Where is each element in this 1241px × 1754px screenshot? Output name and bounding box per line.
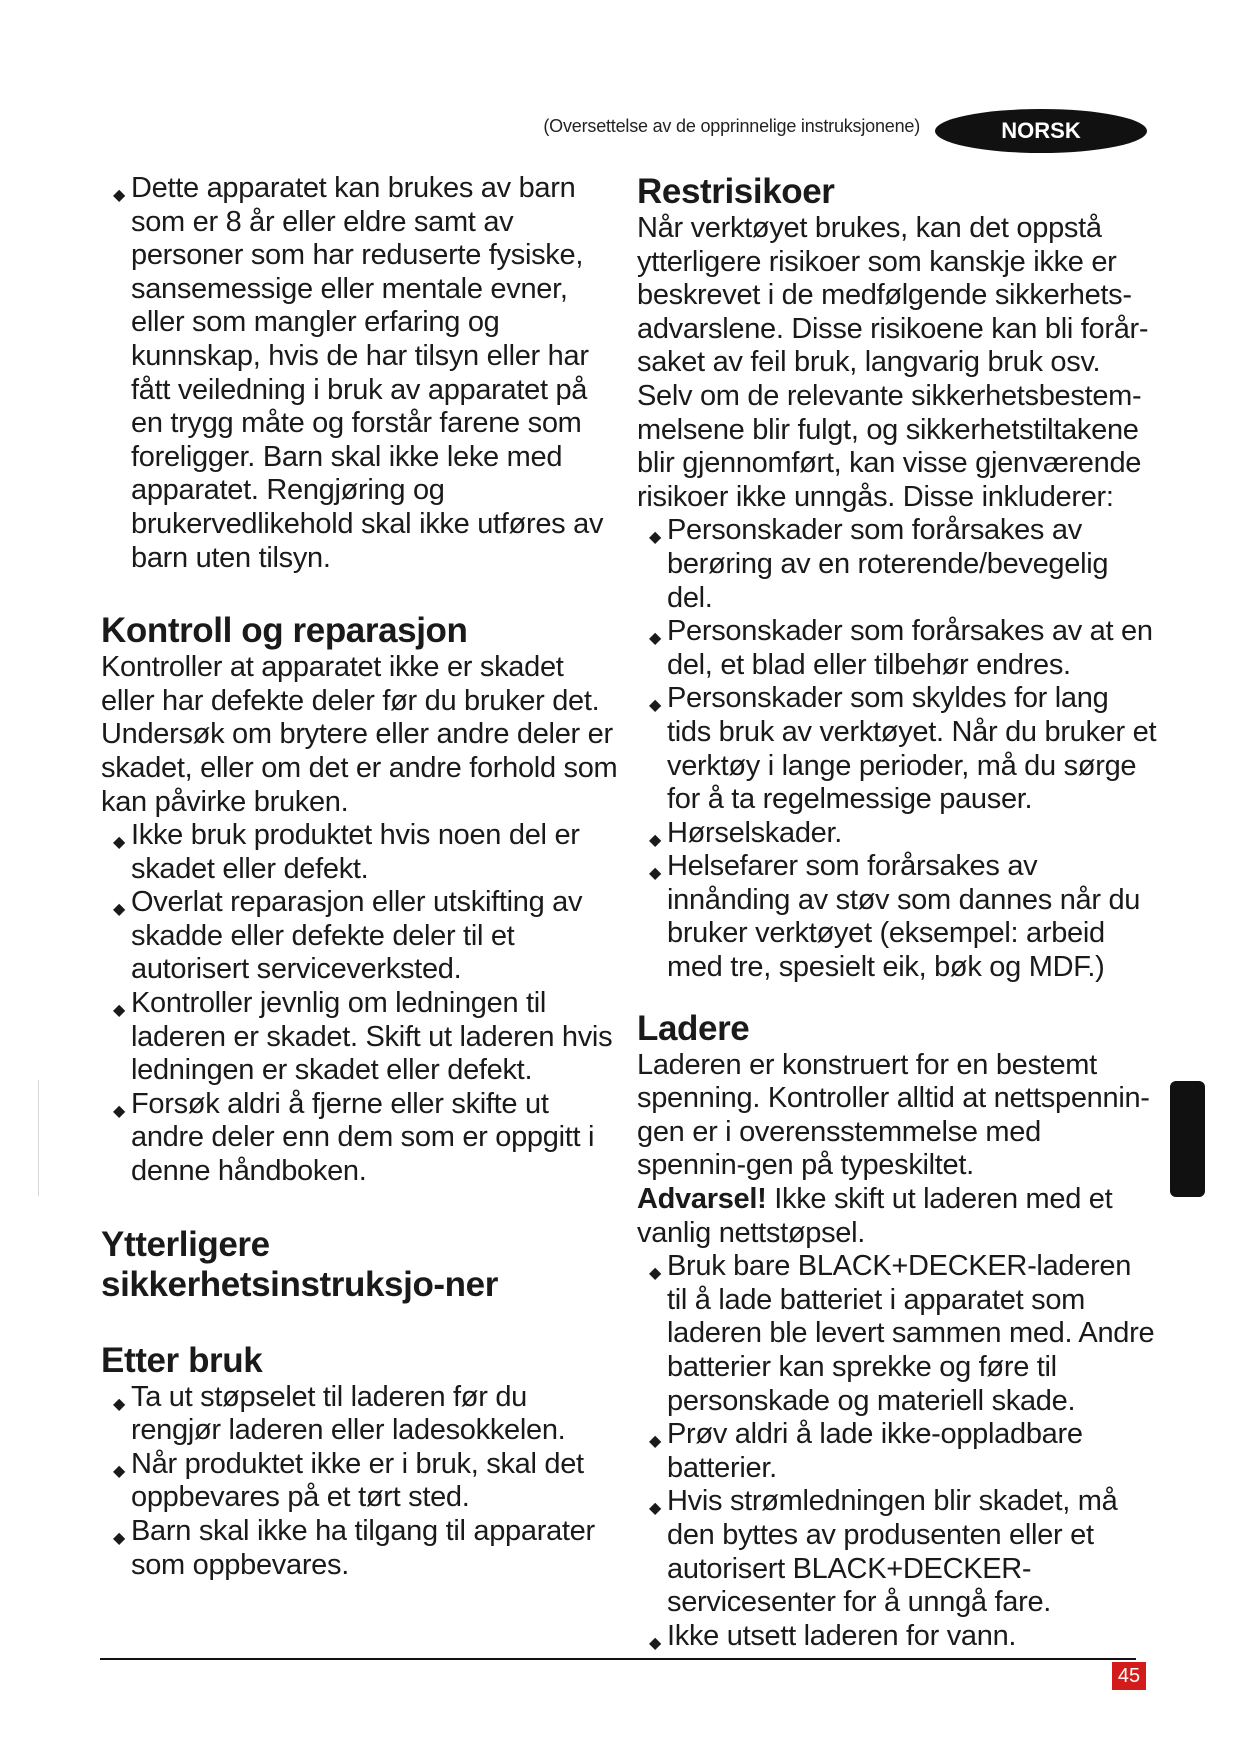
heading-etter-bruk: Etter bruk xyxy=(101,1340,263,1380)
list-item: ◆ Barn skal ikke ha tilgang til apparater som oppbevares. xyxy=(113,1515,595,1581)
right-column xyxy=(637,172,1157,1653)
list-item: ◆ Helsefarer som forårsakes av innånding av støv som dannes når du bruker verktøyet (eksempel: arbeid med tre, spesielt eik, bøk og MDF.) xyxy=(649,850,1141,984)
heading-ytterligere: Ytterligere sikkerhetsinstruksjo-ner xyxy=(101,1224,498,1304)
diamond-bullet-icon: ◆ xyxy=(113,1530,126,1547)
language-badge: NORSK xyxy=(935,109,1147,153)
heading-kontroll: Kontroll og reparasjon xyxy=(101,611,468,651)
diamond-bullet-icon: ◆ xyxy=(649,1265,662,1283)
kontroll-list xyxy=(101,819,621,1189)
diamond-bullet-icon: ◆ xyxy=(113,1102,126,1120)
diamond-bullet-icon: ◆ xyxy=(113,1462,126,1480)
left-column xyxy=(101,172,621,1582)
ladere-paragraph: Laderen er konstruert for en bestemt spenning. Kontroller alltid at nettspennin-gen er i overensstemmelse med spennin-gen på typeskiltet. xyxy=(637,1048,1150,1182)
list-item: ◆ Når produktet ikke er i bruk, skal det oppbevares på et tørt sted. xyxy=(113,1447,584,1514)
diamond-bullet-icon: ◆ xyxy=(649,630,662,648)
header-translation-note: (Oversettelse av de opprinnelige instruksjonene) xyxy=(543,116,920,136)
list-item: ◆ Personskader som forårsakes av at en del, et blad eller tilbehør endres. xyxy=(649,615,1153,681)
diamond-bullet-icon: ◆ xyxy=(113,1395,126,1413)
heading-restrisikoer: Restrisikoer xyxy=(637,172,835,211)
ladere-warning xyxy=(637,1183,1157,1250)
list-item: ◆ Hvis strømledningen blir skadet, må den byttes av produsenten eller et autorisert BLACK+DECKER-servicesenter for å unngå fare. xyxy=(649,1485,1118,1619)
intro-bullet: ◆ Dette apparatet kan brukes av barn som er 8 år eller eldre samt av personer som har reduserte fysiske, sansemessige eller mentale evner, eller som mangler erfaring og kunnskap, hvis de har tilsyn eller har fått veiledning i bruk av apparatet på en trygg måte og forstår farene som foreligger. Barn skal ikke leke med apparatet. Rengjøring og brukervedlikehold skal ikke utføres av barn uten tilsyn. xyxy=(113,172,604,574)
section-side-tab xyxy=(1170,1081,1205,1197)
diamond-bullet-icon: ◆ xyxy=(113,834,126,852)
etter-bruk-list xyxy=(101,1381,621,1583)
intro-list xyxy=(101,172,621,575)
list-item: ◆ Overlat reparasjon eller utskifting av skadde eller defekte deler til et autorisert serviceverksted. xyxy=(113,886,583,986)
diamond-bullet-icon: ◆ xyxy=(113,187,126,204)
margin-guide-line xyxy=(38,1080,39,1196)
list-item: ◆ Ta ut støpselet til laderen før du rengjør laderen eller ladesokkelen. xyxy=(113,1380,566,1447)
list-item: ◆ Personskader som forårsakes av berøring av en roterende/bevegelig del. xyxy=(649,514,1109,614)
kontroll-paragraph: Kontroller at apparatet ikke er skadet eller har defekte deler før du bruker det. Undersøk om brytere eller andre deler er skadet, eller om det er andre forhold som kan påvirke bruken. xyxy=(101,651,618,818)
list-item: ◆ Bruk bare BLACK+DECKER-laderen til å lade batteriet i apparatet som laderen ble levert sammen med. Andre batterier kan sprekke og føre til personskade og materiell skade. xyxy=(649,1250,1155,1417)
diamond-bullet-icon: ◆ xyxy=(649,1634,662,1652)
list-item: ◆ Prøv aldri å lade ikke-oppladbare batterier. xyxy=(649,1418,1083,1484)
diamond-bullet-icon: ◆ xyxy=(649,1500,662,1518)
list-item: ◆ Ikke bruk produktet hvis noen del er skadet eller defekt. xyxy=(113,819,580,885)
list-item: ◆ Hørselskader. xyxy=(637,817,1157,851)
diamond-bullet-icon: ◆ xyxy=(113,901,126,919)
footer-rule xyxy=(100,1658,1136,1660)
diamond-bullet-icon: ◆ xyxy=(113,1002,126,1020)
list-item: ◆ Kontroller jevnlig om ledningen til laderen er skadet. Skift ut laderen hvis ledningen er skadet eller defekt. xyxy=(113,987,613,1087)
list-item: ◆ Personskader som skyldes for lang tids bruk av verktøyet. Når du bruker et verktøy i lange perioder, må du sørge for å ta regelmessige pauser. xyxy=(649,682,1157,816)
restrisikoer-paragraph: Når verktøyet brukes, kan det oppstå ytterligere risikoer som kanskje ikke er beskrevet i de medfølgende sikkerhets-advarslene. Disse risikoene kan bli forår-saket av feil bruk, langvarig bruk osv. Selv om de relevante sikkerhetsbestem-melsene blir fulgt, og sikkerhetstiltakene blir gjennomført, kan visse gjenværende risikoer ikke unngås. Disse inkluderer: xyxy=(637,212,1149,513)
list-item: ◆ Forsøk aldri å fjerne eller skifte ut andre deler enn dem som er oppgitt i denne håndboken. xyxy=(113,1087,595,1188)
diamond-bullet-icon: ◆ xyxy=(649,529,662,547)
warning-text: Ikke skift ut laderen med et vanlig nettstøpsel. xyxy=(637,1183,1113,1249)
restrisikoer-list xyxy=(637,514,1157,984)
ladere-list xyxy=(637,1250,1157,1653)
diamond-bullet-icon: ◆ xyxy=(649,865,662,883)
heading-ladere: Ladere xyxy=(637,1008,750,1048)
list-item: ◆ Ikke utsett laderen for vann. xyxy=(637,1620,1157,1654)
page-number: 45 xyxy=(1112,1662,1146,1690)
diamond-bullet-icon: ◆ xyxy=(649,1433,662,1451)
diamond-bullet-icon: ◆ xyxy=(649,697,662,715)
diamond-bullet-icon: ◆ xyxy=(649,831,662,849)
warning-label: Advarsel! xyxy=(637,1183,767,1216)
